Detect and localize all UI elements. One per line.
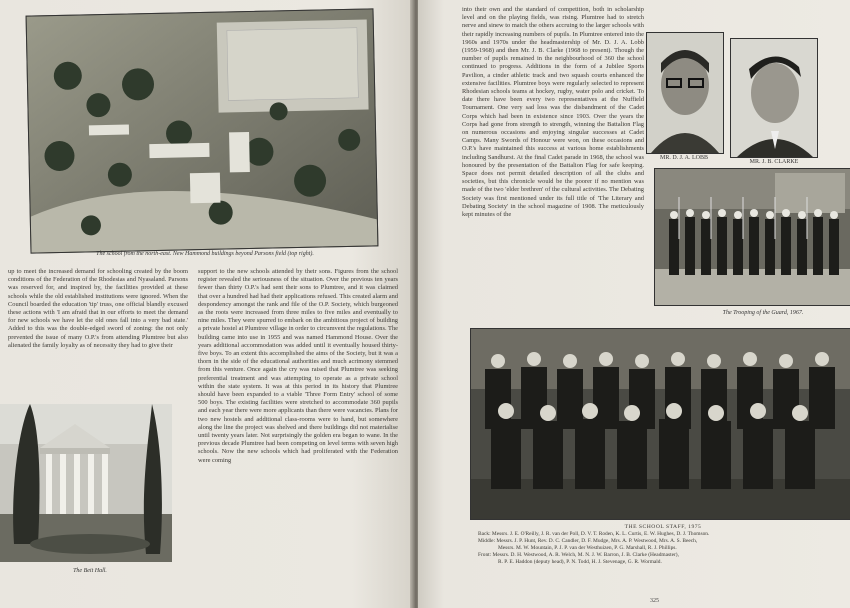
guard-photo [654,168,850,306]
aerial-caption: The school from the north-east. New Hammond buildings beyond Parsons field (top right). [96,251,314,257]
guard-caption: The Trooping of the Guard, 1967. [722,310,804,316]
left-column-1-text: up to meet the increased demand for schooling created by the boom conditions of the Federation of the Rhodesias and Nyasaland. Parsons was reserved for, and inspired by, the facilities provided at these schools while the old established institutions were ignored. When the Council boarded the education 'tip' truss, one official blandly excused these actions with 'I am afraid that in our efforts to meet the demand for new schools we have let the old ones fall into a very bad state.' Added to this was the double-edged sword of zoning: the not only prevented the issue of many O.P.'s from attending Plumtree but also alienated the family loyalty as of necessity they had to give their [8,268,188,349]
beit-hall-caption: The Beit Hall. [73,568,107,574]
beit-hall-photo [0,404,172,562]
staff-caption-line: Front: Messrs. D. H. Westwood, A. R. Welch, M. N. J. W. Barron, J. B. Clarke (Headmaster), [478,552,679,558]
left-page [0,0,414,608]
left-column-1 [8,268,188,402]
aerial-photo [26,8,379,253]
portrait-clarke [730,38,818,158]
staff-caption-title: THE SCHOOL STAFF, 1975 [624,524,702,530]
staff-caption [478,524,848,566]
right-page [418,0,850,608]
staff-caption-line: Messrs. M. W. Mountain, P. J. P. van der Westhuizen, P. G. Marshall, R. J. Phillips. [498,545,677,551]
staff-caption-line: Middle: Messrs. J. P. Hunt, Rev. D. C. Candler, D. F. Mudge, Mrs. A. P. Westwood, Mrs. A. S. Beech, [478,538,698,544]
staff-caption-line: Back: Messrs. J. E. O'Reilly, J. R. van der Poll, D. V. T. Roden, K. L. Curtis, E. W. Hughes, D. J. Thomson. [478,531,710,537]
right-column [462,6,644,322]
staff-photo [470,328,850,520]
page-number: 325 [650,598,659,604]
right-column-text: into their own and the standard of competition, both in scholarship level and on the playing fields, was rising. Plumtree had to stretch nerve and sinew to match the others accruing to the larger schools with their rapidly increasing numbers of pupils. In Plumtree entered into the 1960s and 1970s under the headmastership of Mr. D. J. A. Lobb (1959-1968) and then Mr. J. B. Clarke (1968 to present). Though the number of pupils remained in the neighbourhood of 360 the school continued to progress. Additions in the form of a Jubilee Sports Pavilion, a cinder athletic track and two squash courts enhanced the extensive facilities. Plumtree boys were regularly selected to represent Rhodesian schools teams at hockey, rugby, water polo and cricket. To date there have been every two representatives at the Nuffield Tournament. One very sad loss was the disbandment of the Cadet Corps which had been in existence since 1903. Over the years the Corps had gone from strength to strength, winning the Battalion Flag on numerous occasions and enjoying singular successes at Cadet Camps. Many Swords of Honour were won, on these occasions and O.P.'s have maintained this success at various home establishments including Sandhurst. At the final Cadet parade in 1968, the school was honoured by the presentation of the Battalion Flag for safe keeping. Space does not permit detailed description of all the clubs and societies, but this chronicle would be the poorer if no mention was made of the two 'elder brethren' of the cultural activities. The Debating Society was first mentioned under its full title of 'The Literary and Debating Society' in the school magazine of 1908. The meticulously kept minutes of the [462,6,644,219]
portrait-lobb [646,32,724,154]
left-column-2 [198,268,398,600]
staff-caption-line: R. P. E. Haddon (deputy head), P. N. Todd, H. J. Stevenage, G. R. Wormald. [498,559,662,565]
portrait-lobb-caption: MR. D. J. A. LOBB [659,155,708,161]
portrait-clarke-caption: MR. J. B. CLARKE [749,159,799,165]
left-column-2-text: support to the new schools attended by their sons. Figures from the school register revealed the seriousness of the situation. Over the previous ten years fewer than thirty O.P.'s had sent their sons to Plumtree, and it was claimed that over a hundred had had their applications refused. This created alarm and despondency amongst the rank and file of the O.P. Society, which burgeoned as the roots were increased from three miles to five miles and eventually to nine miles. They were spurred to embark on the ambitious project of building a private hostel at Plumtree village in order to circumvent the regulations. The building came into use in 1955 and was named Hammond House. Over the years additional accommodation was added until it eventually housed thirty-five boys. To an extent this accomplished the aims of the Society, but it was a thorn in the side of the educational authorities and much acrimony stemmed from this venture. Once again the cry was raised that Plumtree was seeking preferential treatment and was attempting to operate as a private school within the state system. It was at this period in its history that Plumtree should have been expanded to a viable 'Three Form Entry' school of some 500 boys. The existing facilities were stretched to accommodate 360 pupils and each year there were more applicants than there were vacancies. Plans for two new hostels and additional class-rooms were to hand, but somewhere along the line the project was shelved and there buildings did not materialise until twenty years later. Not surprisingly the golden era began to wane. In the previous decade Plumtree had been competing on level terms with seven high schools. Now the new schools which had proliferated with the Federation were coming [198,268,398,464]
